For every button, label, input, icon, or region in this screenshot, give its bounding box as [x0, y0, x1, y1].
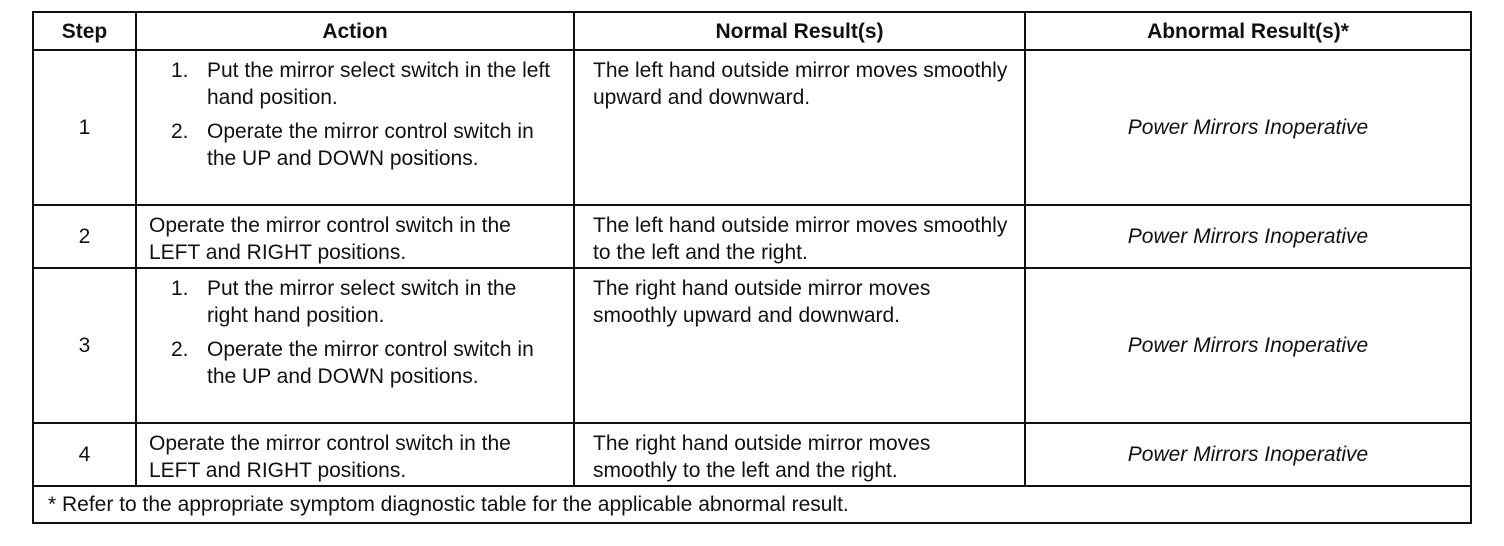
table-row: [33, 205, 1471, 268]
step-number: 4: [33, 423, 136, 486]
footnote: * Refer to the appropriate symptom diagnostic table for the applicable abnormal result.: [33, 486, 1471, 523]
step-number: 3: [33, 268, 136, 423]
action-cell: Operate the mirror control switch in the LEFT and RIGHT positions.: [136, 205, 574, 268]
action-item-text: Operate the mirror control switch in the UP and DOWN positions.: [207, 120, 534, 170]
normal-result: The left hand outside mirror moves smoothly upward and downward.: [574, 50, 1025, 205]
header-action: Action: [136, 12, 574, 50]
action-item-text: Operate the mirror control switch in the UP and DOWN positions.: [207, 338, 534, 388]
abnormal-result: Power Mirrors Inoperative: [1025, 50, 1471, 205]
step-number: 1: [33, 50, 136, 205]
action-list: [149, 57, 561, 172]
action-list-item: [149, 118, 561, 172]
action-item-number: 1.: [171, 59, 189, 82]
action-list-item: [149, 57, 561, 111]
header-normal-results: Normal Result(s): [574, 12, 1025, 50]
normal-result: The right hand outside mirror moves smoothly upward and downward.: [574, 268, 1025, 423]
header-step: Step: [33, 12, 136, 50]
footnote-row: [33, 486, 1471, 523]
action-item-number: 2.: [171, 338, 189, 361]
step-number: 2: [33, 205, 136, 268]
action-cell: Operate the mirror control switch in the LEFT and RIGHT positions.: [136, 423, 574, 486]
table-row: [33, 268, 1471, 423]
action-item-text: Put the mirror select switch in the right hand position.: [207, 277, 517, 327]
action-list-item: [149, 336, 561, 390]
normal-result: The left hand outside mirror moves smoothly to the left and the right.: [574, 205, 1025, 268]
action-item-text: Put the mirror select switch in the left hand position.: [207, 59, 551, 109]
abnormal-result: Power Mirrors Inoperative: [1025, 268, 1471, 423]
action-cell: [136, 268, 574, 423]
diagnostic-table: [32, 11, 1472, 524]
action-list-item: [149, 275, 561, 329]
abnormal-result: Power Mirrors Inoperative: [1025, 205, 1471, 268]
header-row: [33, 12, 1471, 50]
action-list: [149, 275, 561, 390]
action-item-number: 1.: [171, 277, 189, 300]
table-row: [33, 423, 1471, 486]
header-abnormal-results: Abnormal Result(s)*: [1025, 12, 1471, 50]
action-cell: [136, 50, 574, 205]
action-item-number: 2.: [171, 120, 189, 143]
table-row: [33, 50, 1471, 205]
normal-result: The right hand outside mirror moves smoothly to the left and the right.: [574, 423, 1025, 486]
abnormal-result: Power Mirrors Inoperative: [1025, 423, 1471, 486]
